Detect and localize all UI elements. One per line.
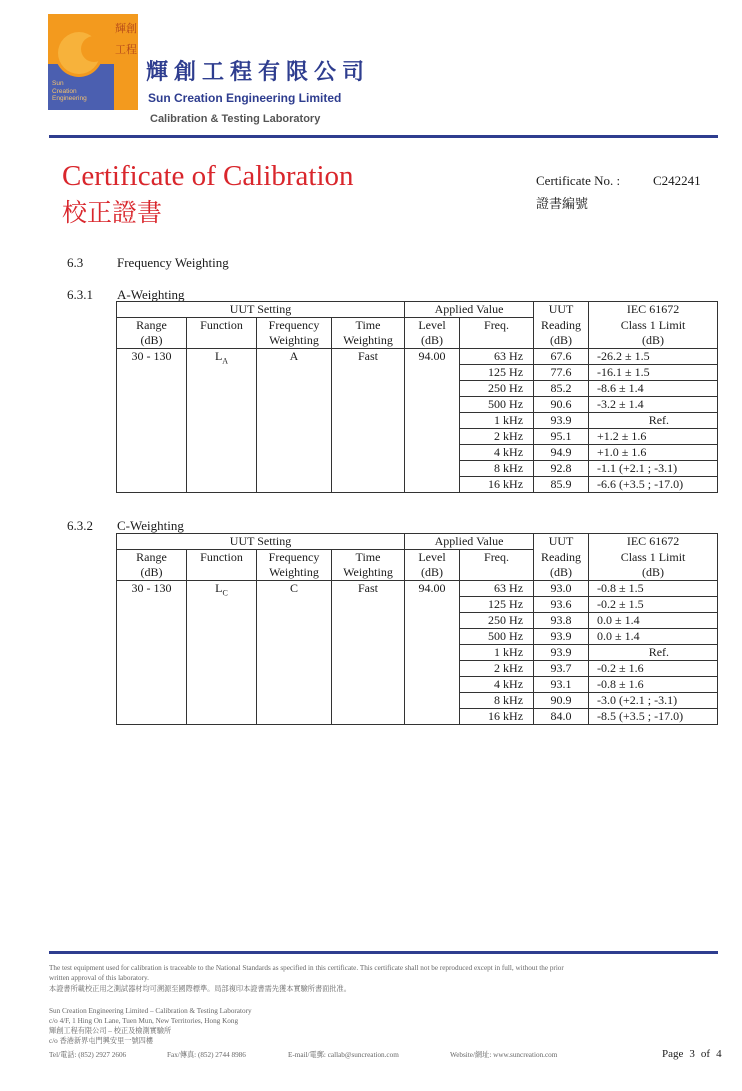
limit-cell: -1.1 (+2.1 ; -3.1) bbox=[589, 461, 718, 477]
reading-cell: 95.1 bbox=[534, 429, 589, 445]
freq-cell: 250 Hz bbox=[460, 381, 534, 397]
freq-cell: 8 kHz bbox=[460, 693, 534, 709]
freq-cell: 2 kHz bbox=[460, 661, 534, 677]
limit-cell: +1.0 ± 1.6 bbox=[589, 445, 718, 461]
freq-cell: 250 Hz bbox=[460, 613, 534, 629]
freq-cell: 16 kHz bbox=[460, 477, 534, 493]
limit-cell: -0.8 ± 1.6 bbox=[589, 677, 718, 693]
section-title: Frequency Weighting bbox=[117, 255, 229, 270]
footer-note-english-1: The test equipment used for calibration is traceable to the National Standards as specified in this certificate. This certificate shall not be reproduced except in full, without the prior bbox=[49, 964, 564, 972]
header-reading: Reading (dB) bbox=[534, 550, 589, 581]
function-cell: $L_C$ bbox=[187, 581, 257, 725]
header-iec: IEC 61672 bbox=[589, 302, 718, 318]
table-header-row bbox=[117, 318, 718, 349]
header-applied-value: Applied Value bbox=[405, 302, 534, 318]
freq-cell: 1 kHz bbox=[460, 645, 534, 661]
limit-cell: -3.2 ± 1.4 bbox=[589, 397, 718, 413]
freq-cell: 63 Hz bbox=[460, 581, 534, 597]
freq-cell: 1 kHz bbox=[460, 413, 534, 429]
reading-cell: 77.6 bbox=[534, 365, 589, 381]
frequency-weighting-cell: A bbox=[257, 349, 332, 493]
limit-cell: -8.5 (+3.5 ; -17.0) bbox=[589, 709, 718, 725]
freq-cell: 125 Hz bbox=[460, 597, 534, 613]
limit-cell: -0.2 ± 1.5 bbox=[589, 597, 718, 613]
reading-cell: 85.9 bbox=[534, 477, 589, 493]
header-range: Range (dB) bbox=[117, 318, 187, 349]
level-cell: 94.00 bbox=[405, 581, 460, 725]
header-time-weighting: Time Weighting bbox=[332, 318, 405, 349]
header-reading: Reading (dB) bbox=[534, 318, 589, 349]
limit-cell: 0.0 ± 1.4 bbox=[589, 629, 718, 645]
header-uut: UUT bbox=[534, 534, 589, 550]
reading-cell: 93.7 bbox=[534, 661, 589, 677]
limit-cell: Ref. bbox=[589, 413, 718, 429]
footer-website: Website/網址: www.suncreation.com bbox=[450, 1051, 558, 1059]
freq-cell: 500 Hz bbox=[460, 629, 534, 645]
reading-cell: 92.8 bbox=[534, 461, 589, 477]
reading-cell: 85.2 bbox=[534, 381, 589, 397]
limit-cell: +1.2 ± 1.6 bbox=[589, 429, 718, 445]
reading-cell: 93.8 bbox=[534, 613, 589, 629]
reading-cell: 93.0 bbox=[534, 581, 589, 597]
company-logo bbox=[48, 14, 138, 110]
header-uut: UUT bbox=[534, 302, 589, 318]
frequency-weighting-cell: C bbox=[257, 581, 332, 725]
table-row bbox=[117, 581, 718, 597]
company-name-chinese: 輝創工程有限公司 bbox=[146, 60, 371, 85]
footer-address-4: c/o 香港新界屯門興安里一號四樓 bbox=[49, 1037, 154, 1045]
certificate-number: C242241 bbox=[653, 173, 701, 188]
footer-note-english-2: written approval of this laboratory. bbox=[49, 974, 149, 982]
header-iec: IEC 61672 bbox=[589, 534, 718, 550]
limit-cell: Ref. bbox=[589, 645, 718, 661]
header-function: Function bbox=[187, 550, 257, 581]
reading-cell: 93.9 bbox=[534, 413, 589, 429]
lab-name: Calibration & Testing Laboratory bbox=[150, 113, 321, 125]
level-cell: 94.00 bbox=[405, 349, 460, 493]
freq-cell: 63 Hz bbox=[460, 349, 534, 365]
footer-address-2: c/o 4/F, 1 Hing On Lane, Tuen Mun, New Territories, Hong Kong bbox=[49, 1017, 239, 1025]
header-time-weighting: Time Weighting bbox=[332, 550, 405, 581]
reading-cell: 94.9 bbox=[534, 445, 589, 461]
footer-email: E-mail/電郵: callab@suncreation.com bbox=[288, 1051, 399, 1059]
logo-sun-cut bbox=[81, 36, 107, 62]
a-weighting-rows bbox=[117, 349, 718, 493]
header-function: Function bbox=[187, 318, 257, 349]
c-weighting-rows bbox=[117, 581, 718, 725]
freq-cell: 8 kHz bbox=[460, 461, 534, 477]
reading-cell: 93.1 bbox=[534, 677, 589, 693]
footer-note-chinese: 本證書所載校正用之測試器材均可溯源至國際標準。局部複印本證書需先獲本實驗所書面批准。 bbox=[49, 985, 351, 993]
subsection-number-a: 6.3.1 bbox=[67, 287, 93, 302]
company-name-english: Sun Creation Engineering Limited bbox=[148, 91, 342, 105]
logo-english-text: Sun Creation Engineering bbox=[52, 80, 87, 102]
range-cell: 30 - 130 bbox=[117, 581, 187, 725]
footer-telephone: Tel/電話: (852) 2927 2606 bbox=[49, 1051, 127, 1059]
freq-cell: 2 kHz bbox=[460, 429, 534, 445]
limit-cell: -8.6 ± 1.4 bbox=[589, 381, 718, 397]
logo-chinese-text: 輝創工程 bbox=[115, 22, 137, 56]
subsection-title-a: A-Weighting bbox=[117, 287, 185, 302]
time-weighting-cell: Fast bbox=[332, 581, 405, 725]
footer-address-3: 輝創工程有限公司 – 校正及檢測實驗所 bbox=[49, 1027, 172, 1035]
range-cell: 30 - 130 bbox=[117, 349, 187, 493]
freq-cell: 500 Hz bbox=[460, 397, 534, 413]
reading-cell: 90.9 bbox=[534, 693, 589, 709]
table-header-row bbox=[117, 550, 718, 581]
header-freq: Freq. bbox=[460, 318, 534, 349]
limit-cell: -16.1 ± 1.5 bbox=[589, 365, 718, 381]
reading-cell: 93.9 bbox=[534, 645, 589, 661]
certificate-title-chinese: 校正證書 bbox=[62, 198, 163, 227]
header-uut-setting: UUT Setting bbox=[117, 534, 405, 550]
limit-cell: -26.2 ± 1.5 bbox=[589, 349, 718, 365]
certificate-number-label-chinese: 證書編號 bbox=[536, 197, 589, 212]
freq-cell: 125 Hz bbox=[460, 365, 534, 381]
header-freq: Freq. bbox=[460, 550, 534, 581]
header-class-limit: Class 1 Limit (dB) bbox=[589, 550, 718, 581]
limit-cell: -6.6 (+3.5 ; -17.0) bbox=[589, 477, 718, 493]
footer-divider bbox=[49, 951, 718, 954]
header-uut-setting: UUT Setting bbox=[117, 302, 405, 318]
reading-cell: 90.6 bbox=[534, 397, 589, 413]
certificate-title: Certificate of Calibration bbox=[62, 160, 354, 192]
limit-cell: -3.0 (+2.1 ; -3.1) bbox=[589, 693, 718, 709]
footer-fax: Fax/傳真: (852) 2744 8986 bbox=[167, 1051, 246, 1059]
reading-cell: 84.0 bbox=[534, 709, 589, 725]
table-header-row bbox=[117, 534, 718, 550]
function-cell: $L_A$ bbox=[187, 349, 257, 493]
header-applied-value: Applied Value bbox=[405, 534, 534, 550]
freq-cell: 4 kHz bbox=[460, 445, 534, 461]
table-row bbox=[117, 349, 718, 365]
freq-cell: 16 kHz bbox=[460, 709, 534, 725]
subsection-title-c: C-Weighting bbox=[117, 518, 184, 533]
header-class-limit: Class 1 Limit (dB) bbox=[589, 318, 718, 349]
reading-cell: 93.6 bbox=[534, 597, 589, 613]
page-number: Page 3 of 4 bbox=[662, 1048, 722, 1060]
header-frequency-weighting: Frequency Weighting bbox=[257, 550, 332, 581]
footer-address-1: Sun Creation Engineering Limited – Calibration & Testing Laboratory bbox=[49, 1007, 252, 1015]
limit-cell: -0.2 ± 1.6 bbox=[589, 661, 718, 677]
header-range: Range (dB) bbox=[117, 550, 187, 581]
time-weighting-cell: Fast bbox=[332, 349, 405, 493]
limit-cell: 0.0 ± 1.4 bbox=[589, 613, 718, 629]
header-level: Level (dB) bbox=[405, 550, 460, 581]
section-number: 6.3 bbox=[67, 255, 84, 270]
header-divider bbox=[49, 135, 718, 138]
table-header-row bbox=[117, 302, 718, 318]
header-frequency-weighting: Frequency Weighting bbox=[257, 318, 332, 349]
a-weighting-table bbox=[116, 301, 718, 493]
limit-cell: -0.8 ± 1.5 bbox=[589, 581, 718, 597]
reading-cell: 93.9 bbox=[534, 629, 589, 645]
reading-cell: 67.6 bbox=[534, 349, 589, 365]
header-level: Level (dB) bbox=[405, 318, 460, 349]
freq-cell: 4 kHz bbox=[460, 677, 534, 693]
certificate-number-label: Certificate No. : bbox=[536, 173, 621, 188]
subsection-number-c: 6.3.2 bbox=[67, 518, 93, 533]
c-weighting-table bbox=[116, 533, 718, 725]
